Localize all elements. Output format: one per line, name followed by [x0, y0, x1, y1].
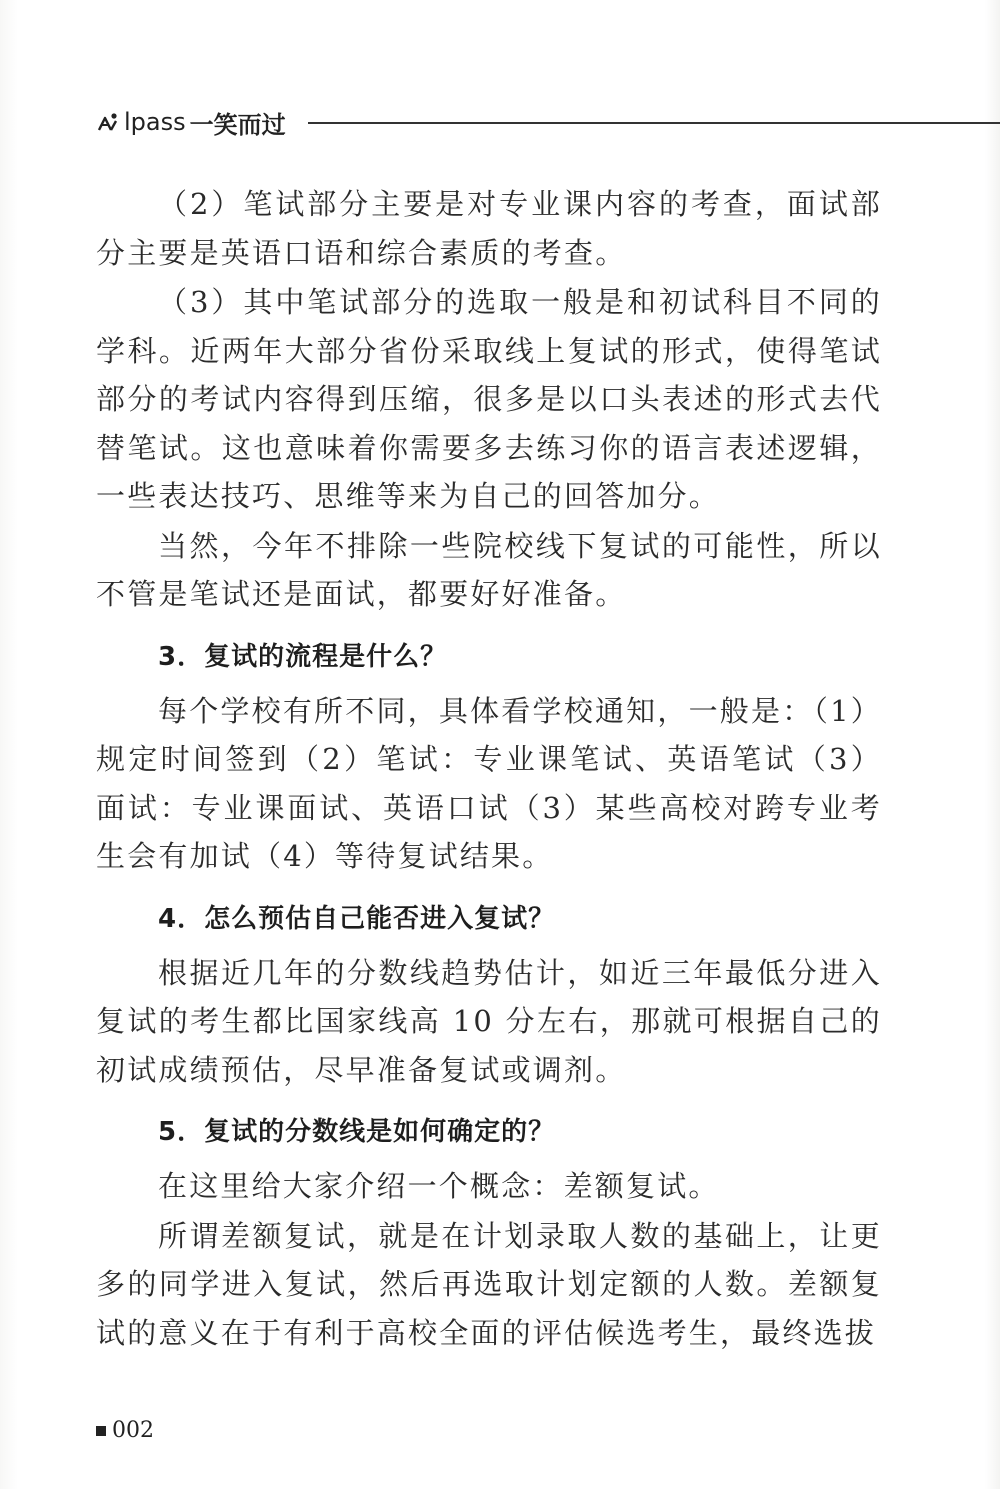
logo-figure-icon	[96, 111, 122, 133]
section-heading-3: 3．复试的流程是什么？	[158, 641, 448, 672]
page-body	[96, 180, 882, 1358]
paragraph-estimate: 根据近几年的分数线趋势估计，如近三年最低分进入复试的考生都比国家线高 10 分左右，那就可根据自己的初试成绩预估，尽早准备复试或调剂。	[96, 955, 882, 1087]
paragraph-offline-possibility: 当然，今年不排除一些院校线下复试的可能性，所以不管是笔试还是面试，都要好好准备。	[96, 528, 882, 611]
series-logo	[96, 105, 286, 140]
section-heading-5: 5．复试的分数线是如何确定的？	[158, 1117, 556, 1147]
series-title: 一笑而过	[189, 110, 286, 139]
paragraph-concept-intro: 在这里给大家介绍一个概念：差额复试。	[158, 1169, 720, 1203]
paragraph-written-vs-interview: （2）笔试部分主要是对专业课内容的考查，面试部分主要是英语口语和综合素质的考查。	[96, 187, 882, 270]
page-footer	[96, 1418, 154, 1443]
paragraph-written-selection: （3）其中笔试部分的选取一般是和初试科目不同的学科。近两年大部分省份采取线上复试的形式，使得笔试部分的考试内容得到压缩，很多是以口头表述的形式去代替笔试。这也意味着你需要多去练习你的语言表述逻辑，一些表达技巧、思维等来为自己的回答加分。	[96, 285, 882, 513]
paragraph-differential-retest: 所谓差额复试，就是在计划录取人数的基础上，让更多的同学进入复试，然后再选取计划定额的人数。差额复试的意义在于有利于高校全面的评估候选考生，最终选拔	[96, 1218, 882, 1350]
logo-text: lpass	[124, 108, 186, 136]
footer-square-icon	[96, 1426, 106, 1436]
page-number: 002	[112, 1418, 154, 1443]
header-rule	[308, 122, 1000, 124]
running-header	[96, 104, 1000, 140]
paragraph-process: 每个学校有所不同，具体看学校通知，一般是：（1）规定时间签到（2）笔试：专业课笔试、英语笔试（3）面试：专业课面试、英语口试（3）某些高校对跨专业考生会有加试（4）等待复试结果。	[96, 693, 882, 873]
section-heading-4: 4．怎么预估自己能否进入复试？	[158, 903, 556, 934]
